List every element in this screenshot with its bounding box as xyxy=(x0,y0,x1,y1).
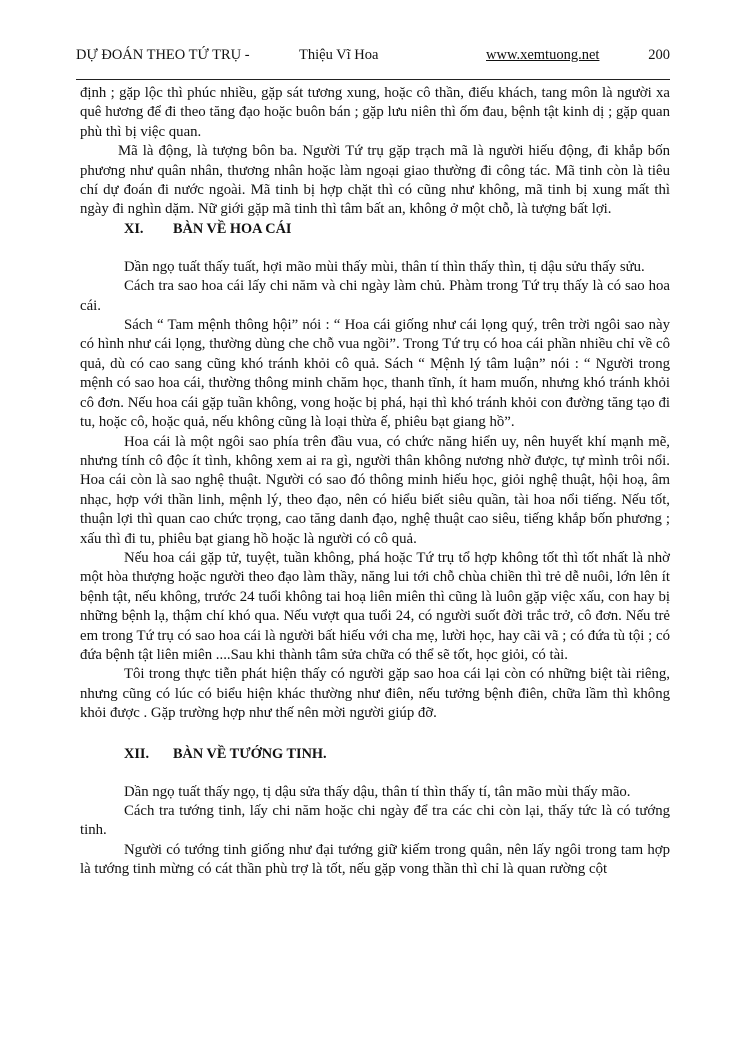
header-author: Thiệu Vĩ Hoa xyxy=(299,47,379,63)
paragraph-tuong-tinh-rule: Dần ngọ tuất thấy ngọ, tị dậu sửa thấy dậu, thân tí thìn thấy tí, tân mão mùi thấy mão. xyxy=(124,783,631,800)
paragraph-tuong-tinh-meaning: Người có tướng tinh giống như đại tướng giữ kiếm trong quân, nên lấy ngôi trong tam hợp là tướng tinh mừng có cát thần phù trợ là tốt, nếu gặp vong thần thì chỉ là quan rường cột xyxy=(80,841,670,878)
section-heading-tuong-tinh xyxy=(80,745,670,765)
header-divider xyxy=(76,79,670,80)
header-website-link[interactable]: www.xemtuong.net xyxy=(486,47,600,63)
section-number: XI. xyxy=(124,220,144,237)
paragraph-ma-tinh: Mã là động, là tượng bôn ba. Người Tứ trụ gặp trạch mã là người hiếu động, đi khắp bốn phương như quân nhân, thương nhân hoặc làm ngoại giao thường đi công tác. Mã tinh còn là tiêu chí dự đoán đi nước ngoài. Mã tinh bị hợp chặt thì có cũng như không, mã tinh bị xung mất thì ngày đi nghìn dặm. Nữ giới gặp mã tinh thì tâm bất an, không ở một chỗ, là tượng bất lợi. xyxy=(80,143,670,218)
paragraph-hoa-cai-quote: Sách “ Tam mệnh thông hội” nói : “ Hoa cái giống như cái lọng quý, trên trời ngôi sao này có hình như cái lọng, thường dùng che chỗ vua ngồi”. Trong Tứ trụ có hoa cái phần nhiều chỉ về cô quả, dù có cao sang cũng khó tránh khỏi cô quả. Sách “ Mệnh lý tâm luận” nói : “ Người trong mệnh có sao hoa cái, thường thông minh chăm học, thanh tĩnh, ít ham muốn, nhưng khó tránh khỏi cô đơn. Nếu hoa cái gặp tuần không, vong hoặc bị phá, hại thì khó tránh khỏi con đường tăng tạo đi tu, hoặc cô, hoặc quả, nếu không cũng là loại thừa ế, phiêu bạt giang hồ”. xyxy=(80,317,670,431)
section-title: BÀN VỀ HOA CÁI xyxy=(173,220,292,237)
paragraph-hoa-cai-method: Cách tra sao hoa cái lấy chi năm và chi ngày làm chủ. Phàm trong Tứ trụ thấy là có sao hoa cái. xyxy=(80,278,670,314)
header-book-title: DỰ ĐOÁN THEO TỨ TRỤ - xyxy=(76,47,250,63)
running-header xyxy=(76,47,670,67)
paragraph-continued: định ; gặp lộc thì phúc nhiều, gặp sát tương xung, hoặc cô thần, điếu khách, tang môn là người xa quê hương để đi theo tăng đạo hoặc buôn bán ; gặp lưu niên thì ốm đau, bệnh tật kinh dị ; gặp quan phù thì bị việc quan. xyxy=(80,85,670,140)
paragraph-hoa-cai-meaning: Hoa cái là một ngôi sao phía trên đầu vua, có chức năng hiển uy, nên huyết khí mạnh mẽ, nhưng tính cô độc ít tình, không xem ai ra gì, người thân không nương nhờ được, tự mình trôi nổi. Hoa cái còn là sao nghệ thuật. Người có sao đó thông minh hiếu học, giỏi nghệ thuật, hội hoạ, âm nhạc, hợp với thần linh, mệnh lý, theo đạo, nên có hiểu biết siêu quần, tài hoa nổi tiếng. Nếu tốt, thuận lợi thì quan cao chức trọng, cao tăng danh đạo, nghệ thuật cao siêu, tiếng khắp bốn phương ; xấu thì đi tu, phiêu bạt giang hồ hoặc là người có cô quả. xyxy=(80,433,670,547)
section-heading-hoa-cai xyxy=(80,220,670,240)
section-title: BÀN VỀ TƯỚNG TINH. xyxy=(173,745,327,762)
header-page-number: 200 xyxy=(648,47,670,63)
paragraph-hoa-cai-rule: Dần ngọ tuất thấy tuất, hợi mão mùi thấy mùi, thân tí thìn thấy thìn, tị dậu sửu thấy sửu. xyxy=(124,258,645,275)
paragraph-tuong-tinh-method: Cách tra tướng tinh, lấy chi năm hoặc chi ngày để tra các chi còn lại, thấy tức là có tướng tinh. xyxy=(80,803,670,839)
paragraph-hoa-cai-remedy: Nếu hoa cái gặp tử, tuyệt, tuần không, phá hoặc Tứ trụ tổ hợp không tốt thì tốt nhất là nhờ một hòa thượng hoặc người theo đạo làm thầy, năng lui tới chỗ chùa chiền thì trẻ dễ nuôi, lớn lên ít bệnh tật, nếu không, trước 24 tuổi không tai hoạ liên miên thì cũng là luôn gặp việc xấu, con hay bị những bệnh lạ, thậm chí khó qua. Nếu vượt qua tuổi 24, có người suốt đời trắc trở, cô đơn. Nếu trẻ em trong Tứ trụ có sao hoa cái là người bất hiếu với cha mẹ, lười học, hay cãi vã ; có đứa tù tội ; có đứa bệnh tật liên miên ....Sau khi thành tâm sửa chữa có thể sẽ tốt, học giỏi, có tài. xyxy=(80,549,670,663)
paragraph-hoa-cai-practice: Tôi trong thực tiễn phát hiện thấy có người gặp sao hoa cái lại còn có những biệt tài riêng, nhưng cũng có lúc có biểu hiện khác thường như điên, nếu tưởng bệnh điên, chữa lầm thì không khỏi được . Gặp trường hợp như thế nên mời người giúp đỡ. xyxy=(80,666,670,722)
body-text xyxy=(80,84,670,880)
section-number: XII. xyxy=(124,745,150,762)
